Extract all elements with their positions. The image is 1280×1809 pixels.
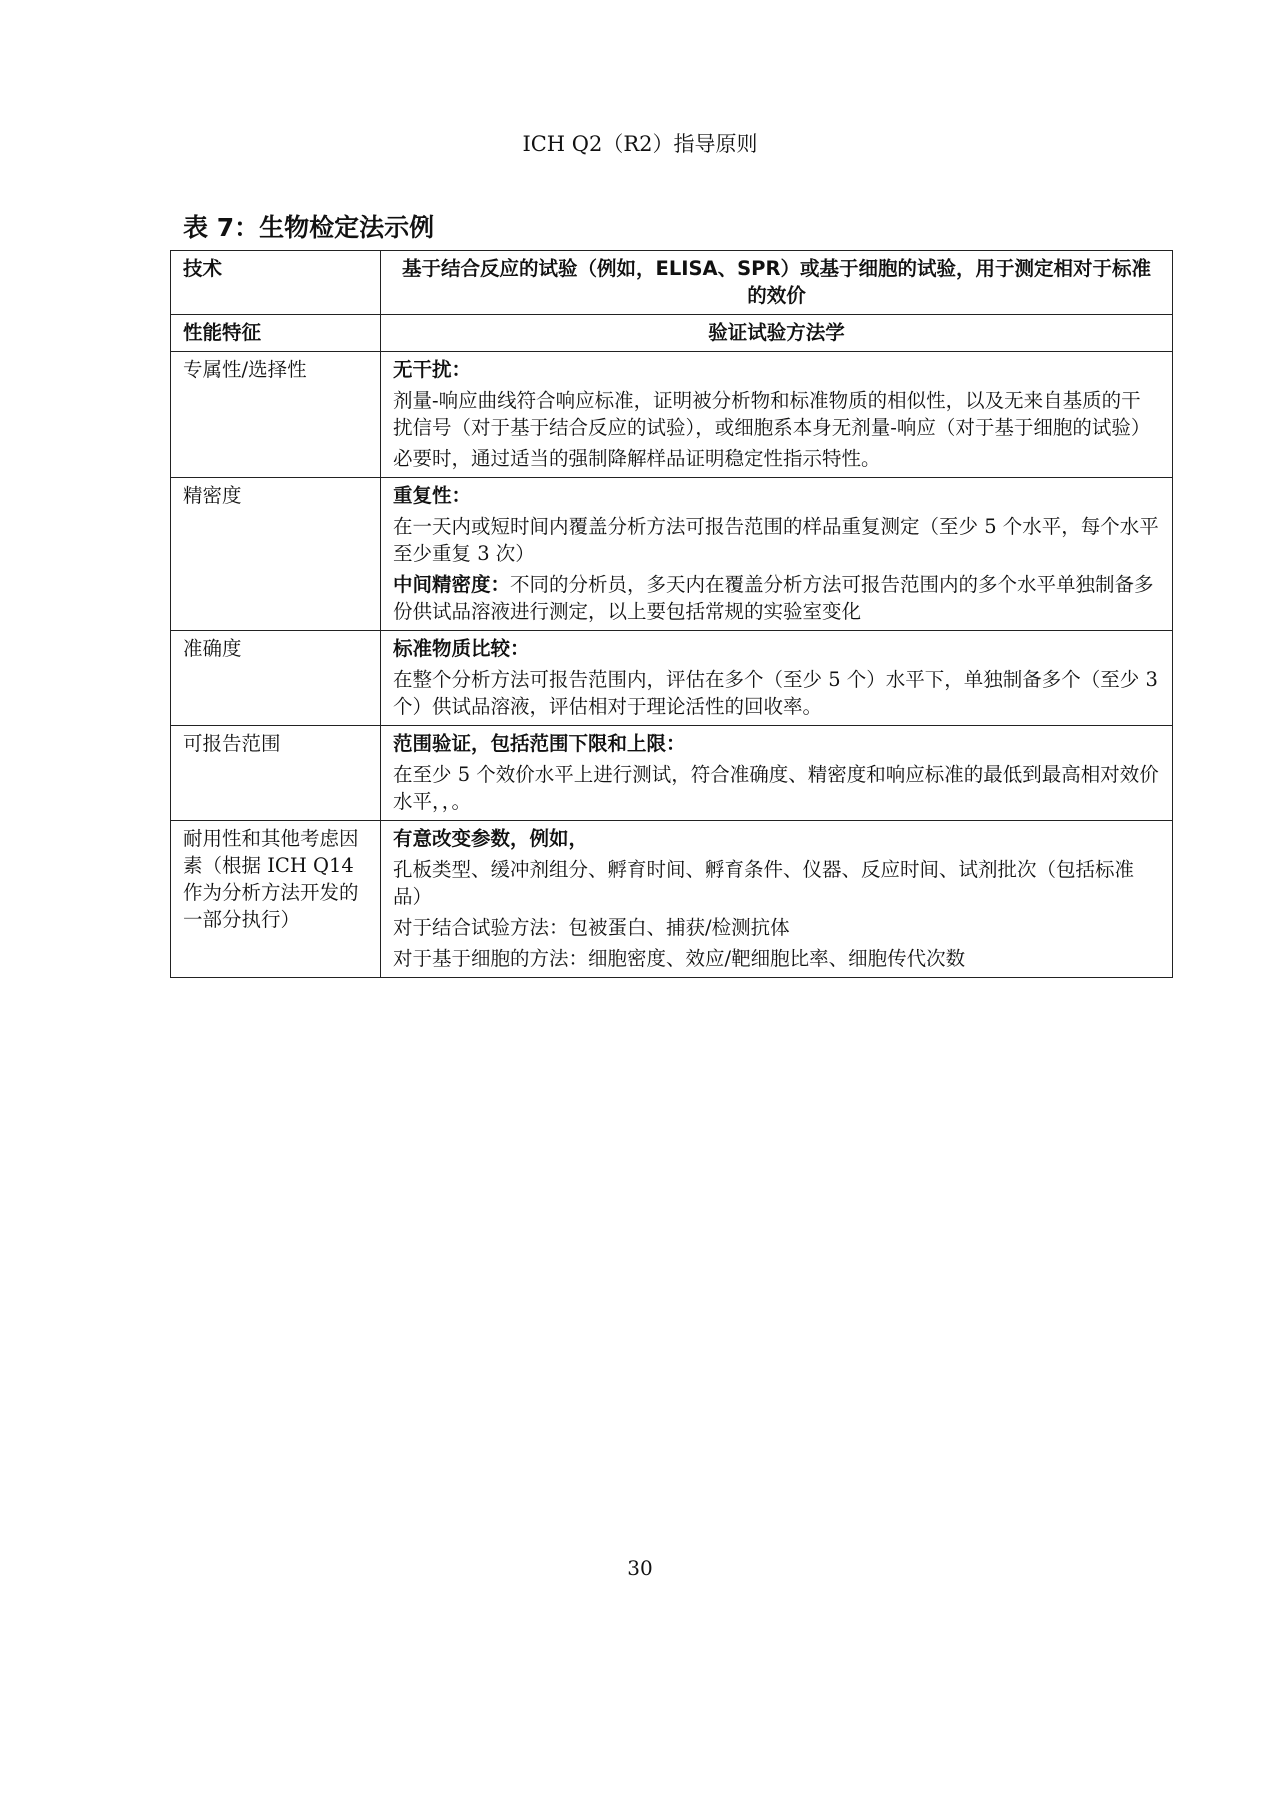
cell-heading: 无干扰： xyxy=(393,358,472,381)
table-title: 表 7：生物检定法示例 xyxy=(183,213,435,242)
methodology-cell xyxy=(381,478,1173,631)
feature-cell: 专属性/选择性 xyxy=(171,352,381,478)
technique-value: 基于结合反应的试验（例如，ELISA、SPR）或基于细胞的试验，用于测定相对于标准的效价 xyxy=(381,251,1173,315)
table-row-header xyxy=(171,315,1173,352)
cell-heading: 有意改变参数，例如， xyxy=(393,827,589,850)
table-row xyxy=(171,631,1173,726)
table-row xyxy=(171,478,1173,631)
feature-cell: 可报告范围 xyxy=(171,726,381,821)
table-row-technique xyxy=(171,251,1173,315)
cell-paragraph: 在整个分析方法可报告范围内，评估在多个（至少 5 个）水平下，单独制备多个（至少 3 个）供试品溶液，评估相对于理论活性的回收率。 xyxy=(393,668,1158,718)
cell-paragraph: 在至少 5 个效价水平上进行测试，符合准确度、精密度和响应标准的最低到最高相对效价水平，，。 xyxy=(393,763,1159,813)
feature-cell: 精密度 xyxy=(171,478,381,631)
cell-paragraph: 对于基于细胞的方法：细胞密度、效应/靶细胞比率、细胞传代次数 xyxy=(393,947,966,970)
cell-heading: 重复性： xyxy=(393,484,472,507)
cell-paragraph: 必要时，通过适当的强制降解样品证明稳定性指示特性。 xyxy=(393,447,881,470)
cell-subheading: 中间精密度： xyxy=(393,573,511,596)
methodology-cell xyxy=(381,631,1173,726)
characteristics-label: 性能特征 xyxy=(171,315,381,352)
methodology-cell xyxy=(381,352,1173,478)
methodology-label: 验证试验方法学 xyxy=(381,315,1173,352)
feature-cell: 耐用性和其他考虑因素（根据 ICH Q14 作为分析方法开发的一部分执行） xyxy=(171,821,381,978)
table-row xyxy=(171,821,1173,978)
cell-subtext: 不同的分析员，多天内在覆盖分析方法可报告范围内的多个水平单独制备多份供试品溶液进行测定，以上要包括常规的实验室变化 xyxy=(393,573,1154,623)
cell-heading: 范围验证，包括范围下限和上限： xyxy=(393,732,686,755)
cell-paragraph: 孔板类型、缓冲剂组分、孵育时间、孵育条件、仪器、反应时间、试剂批次（包括标准品） xyxy=(393,858,1135,908)
table-row xyxy=(171,726,1173,821)
cell-paragraph: 在一天内或短时间内覆盖分析方法可报告范围的样品重复测定（至少 5 个水平，每个水平至少重复 3 次） xyxy=(393,515,1159,565)
methodology-cell xyxy=(381,726,1173,821)
technique-label: 技术 xyxy=(171,251,381,315)
cell-paragraph-mixed xyxy=(393,571,1160,625)
cell-paragraph: 对于结合试验方法：包被蛋白、捕获/检测抗体 xyxy=(393,916,790,939)
cell-heading: 标准物质比较： xyxy=(393,637,530,660)
table-row xyxy=(171,352,1173,478)
cell-paragraph: 剂量-响应曲线符合响应标准，证明被分析物和标准物质的相似性，以及无来自基质的干扰信号（对于基于结合反应的试验），或细胞系本身无剂量-响应（对于基于细胞的试验） xyxy=(393,389,1151,439)
page-header: ICH Q2（R2）指导原则 xyxy=(522,132,758,156)
page-number: 30 xyxy=(627,1556,653,1580)
feature-cell: 准确度 xyxy=(171,631,381,726)
bioassay-table xyxy=(170,250,1173,978)
methodology-cell xyxy=(381,821,1173,978)
